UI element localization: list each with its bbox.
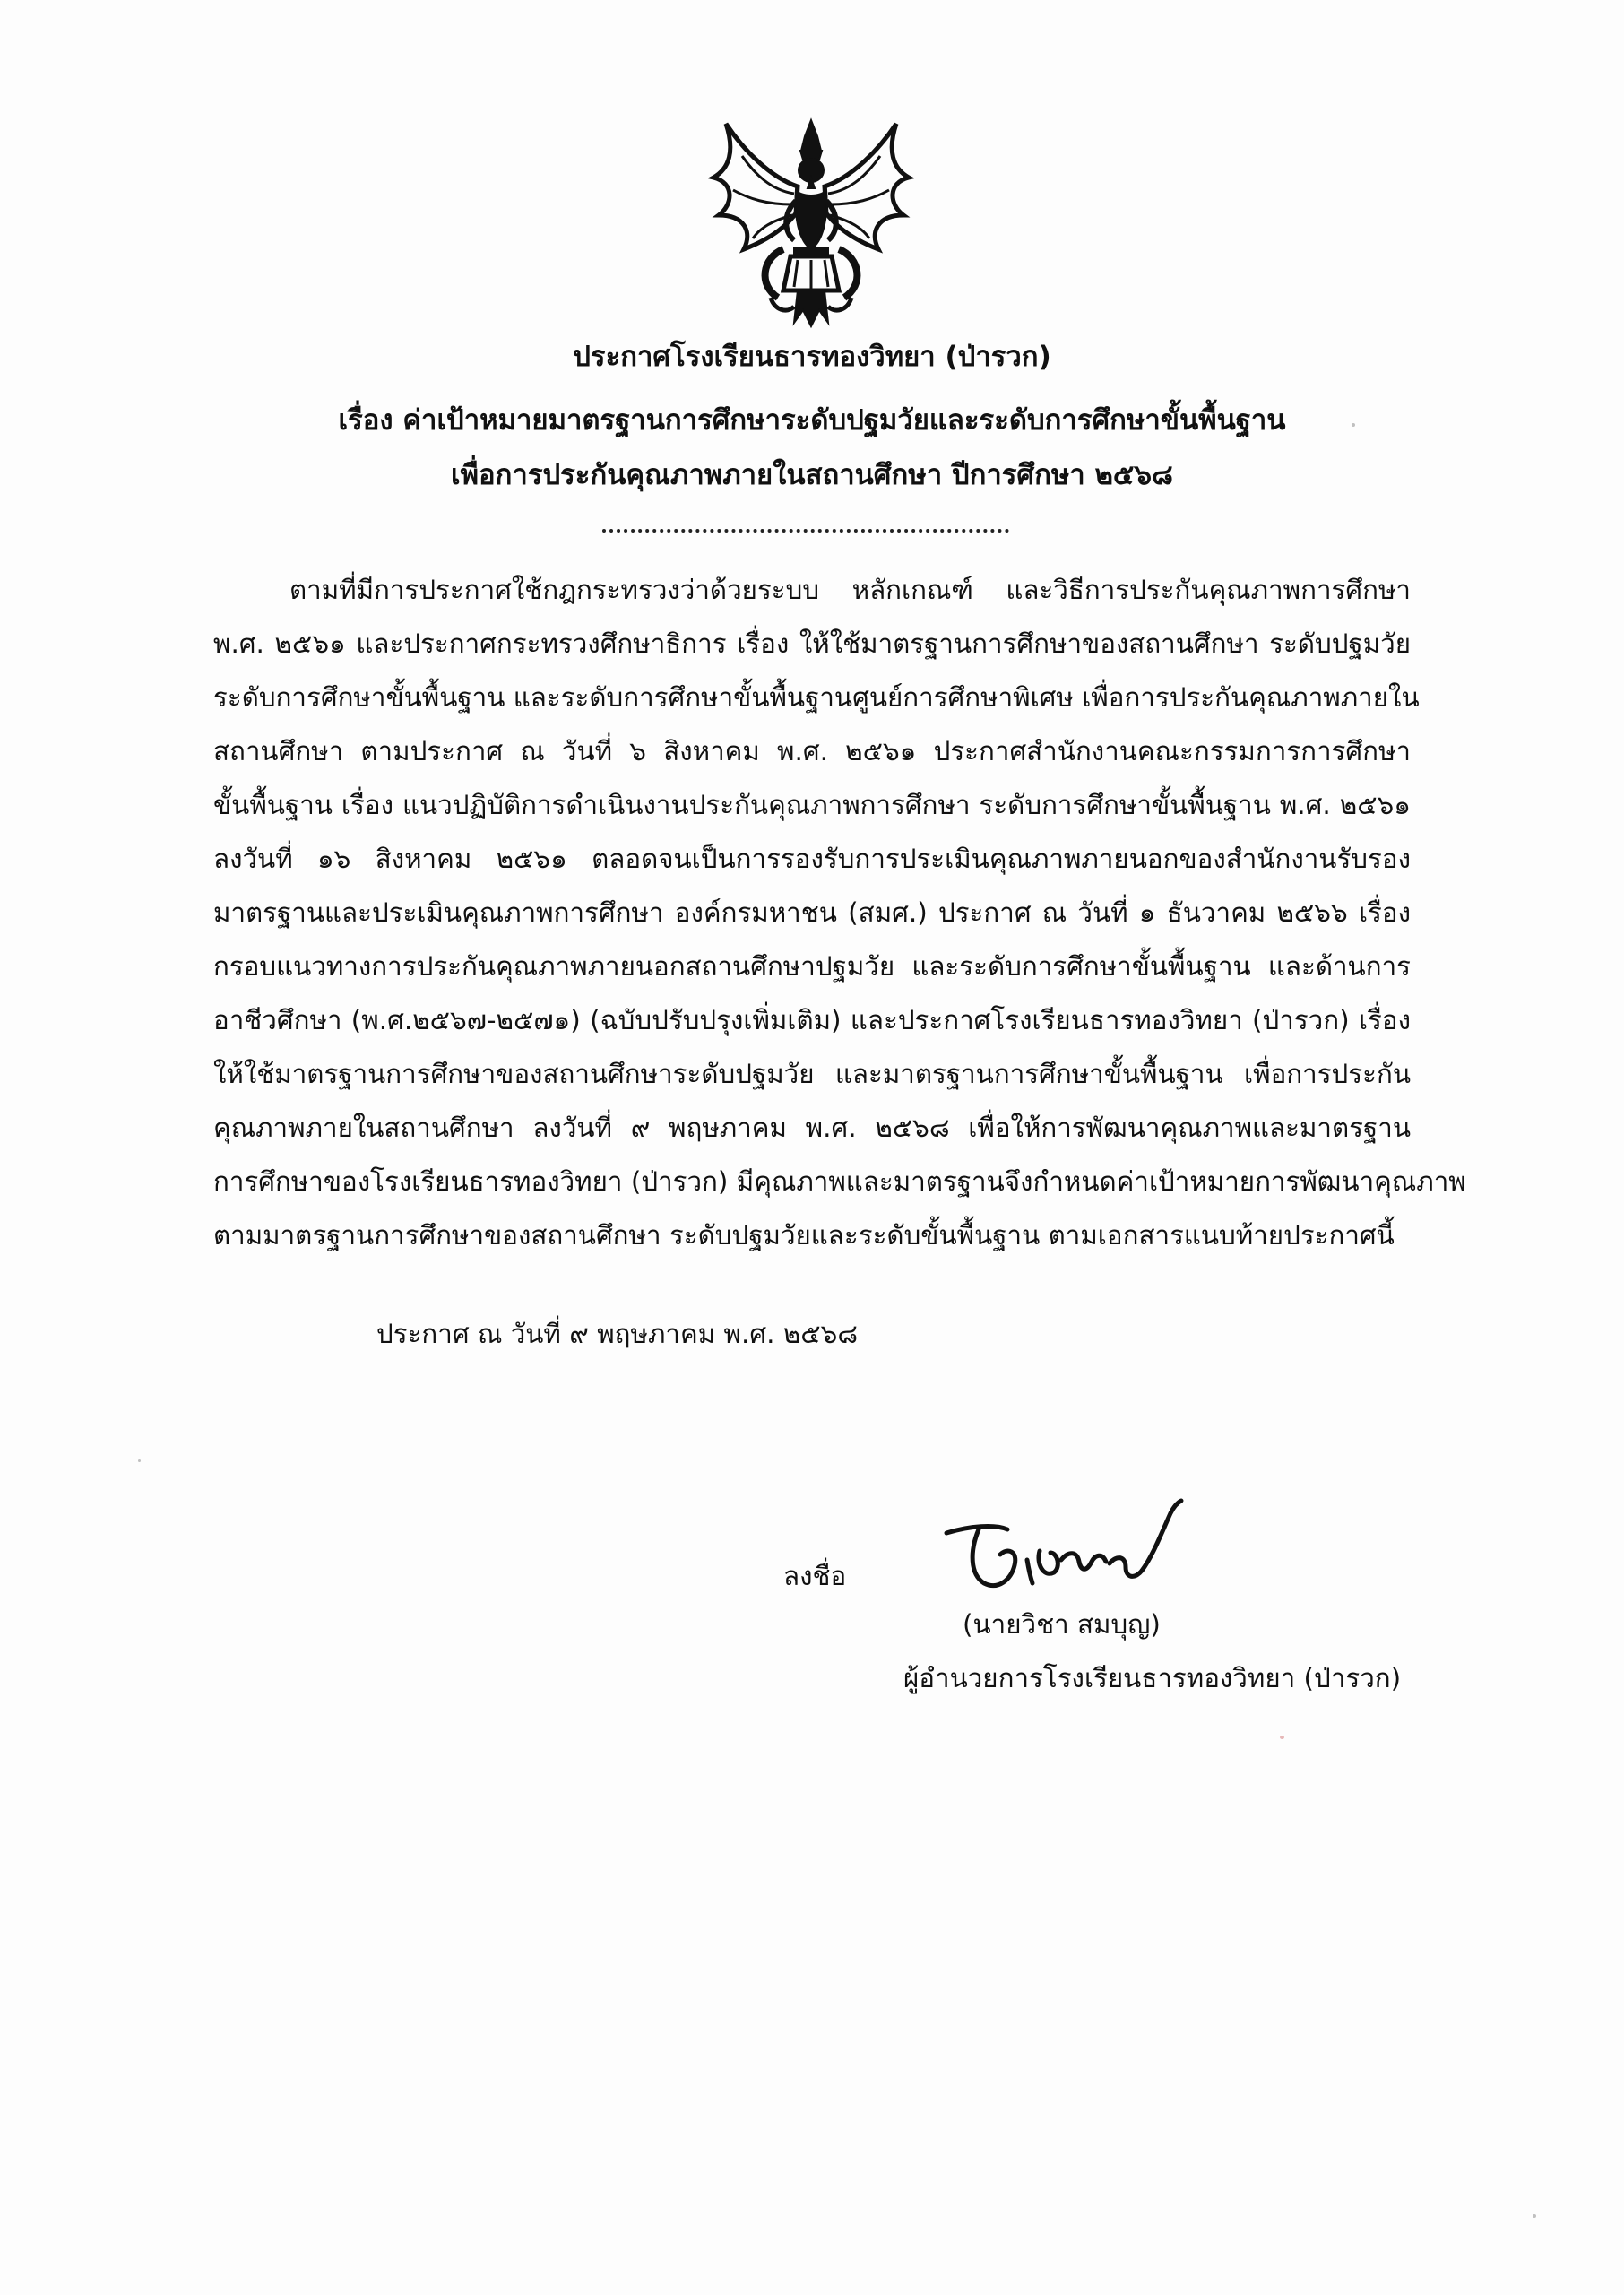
body-line: ลงวันที่ ๑๖ สิงหาคม ๒๕๖๑ ตลอดจนเป็นการรองรับการประเมินคุณภาพภายนอกของสำนักงานรับรอง bbox=[213, 844, 1411, 874]
announcement-purpose: เพื่อการประกันคุณภาพภายในสถานศึกษา ปีการศึกษา ๒๕๖๘ bbox=[451, 459, 1173, 491]
signer-name: (นายวิชา สมบุญ) bbox=[963, 1609, 1161, 1640]
scan-speck bbox=[1533, 2214, 1536, 2218]
signature-label: ลงชื่อ bbox=[783, 1561, 847, 1591]
body-line: อาชีวศึกษา (พ.ศ.๒๕๖๗-๒๕๗๑) (ฉบับปรับปรุงเพิ่มเติม) และประกาศโรงเรียนธารทองวิทยา (ป่ารวก) เรื่อง bbox=[213, 1005, 1411, 1035]
announcement-title: ประกาศโรงเรียนธารทองวิทยา (ป่ารวก) bbox=[573, 341, 1051, 373]
signer-position: ผู้อำนวยการโรงเรียนธารทองวิทยา (ป่ารวก) bbox=[903, 1663, 1402, 1693]
scan-speck bbox=[1352, 423, 1355, 427]
body-line: ขั้นพื้นฐาน เรื่อง แนวปฏิบัติการดำเนินงานประกันคุณภาพการศึกษา ระดับการศึกษาขั้นพื้นฐาน พ.ศ. ๒๕๖๑ bbox=[213, 790, 1411, 820]
body-line: สถานศึกษา ตามประกาศ ณ วันที่ ๖ สิงหาคม พ.ศ. ๒๕๖๑ ประกาศสำนักงานคณะกรรมการการศึกษา bbox=[213, 736, 1411, 766]
scan-speck bbox=[1280, 1736, 1284, 1739]
body-line: การศึกษาของโรงเรียนธารทองวิทยา (ป่ารวก) มีคุณภาพและมาตรฐานจึงกำหนดค่าเป้าหมายการพัฒนาคุณภาพ bbox=[213, 1166, 1466, 1197]
body-line: กรอบแนวทางการประกันคุณภาพภายนอกสถานศึกษาปฐมวัย และระดับการศึกษาขั้นพื้นฐาน และด้านการ bbox=[213, 951, 1411, 982]
body-line: ตามมาตรฐานการศึกษาของสถานศึกษา ระดับปฐมวัยและระดับขั้นพื้นฐาน ตามเอกสารแนบท้ายประกาศนี้ bbox=[213, 1220, 1395, 1251]
body-line: ตามที่มีการประกาศใช้กฎกระทรวงว่าด้วยระบบ หลักเกณฑ์ และวิธีการประกันคุณภาพการศึกษา bbox=[289, 575, 1411, 605]
body-line: พ.ศ. ๒๕๖๑ และประกาศกระทรวงศึกษาธิการ เรื่อง ให้ใช้มาตรฐานการศึกษาของสถานศึกษา ระดับปฐมวัย bbox=[213, 628, 1411, 659]
body-line: คุณภาพภายในสถานศึกษา ลงวันที่ ๙ พฤษภาคม พ.ศ. ๒๕๖๘ เพื่อให้การพัฒนาคุณภาพและมาตรฐาน bbox=[213, 1113, 1411, 1143]
announcement-subject: เรื่อง ค่าเป้าหมายมาตรฐานการศึกษาระดับปฐมวัยและระดับการศึกษาขั้นพื้นฐาน bbox=[338, 404, 1286, 437]
handwritten-signature bbox=[943, 1497, 1185, 1605]
garuda-emblem-icon bbox=[708, 115, 914, 330]
announcement-date: ประกาศ ณ วันที่ ๙ พฤษภาคม พ.ศ. ๒๕๖๘ bbox=[376, 1319, 859, 1349]
dotted-divider bbox=[602, 529, 1009, 538]
body-line: ให้ใช้มาตรฐานการศึกษาของสถานศึกษาระดับปฐมวัย และมาตรฐานการศึกษาขั้นพื้นฐาน เพื่อการประกัน bbox=[213, 1059, 1411, 1089]
body-line: ระดับการศึกษาขั้นพื้นฐาน และระดับการศึกษาขั้นพื้นฐานศูนย์การศึกษาพิเศษ เพื่อการประกันคุณภาพภายใน bbox=[213, 682, 1420, 713]
scan-speck bbox=[138, 1459, 141, 1462]
body-line: มาตรฐานและประเมินคุณภาพการศึกษา องค์กรมหาชน (สมศ.) ประกาศ ณ วันที่ ๑ ธันวาคม ๒๕๖๖ เรื่อง bbox=[213, 897, 1411, 928]
